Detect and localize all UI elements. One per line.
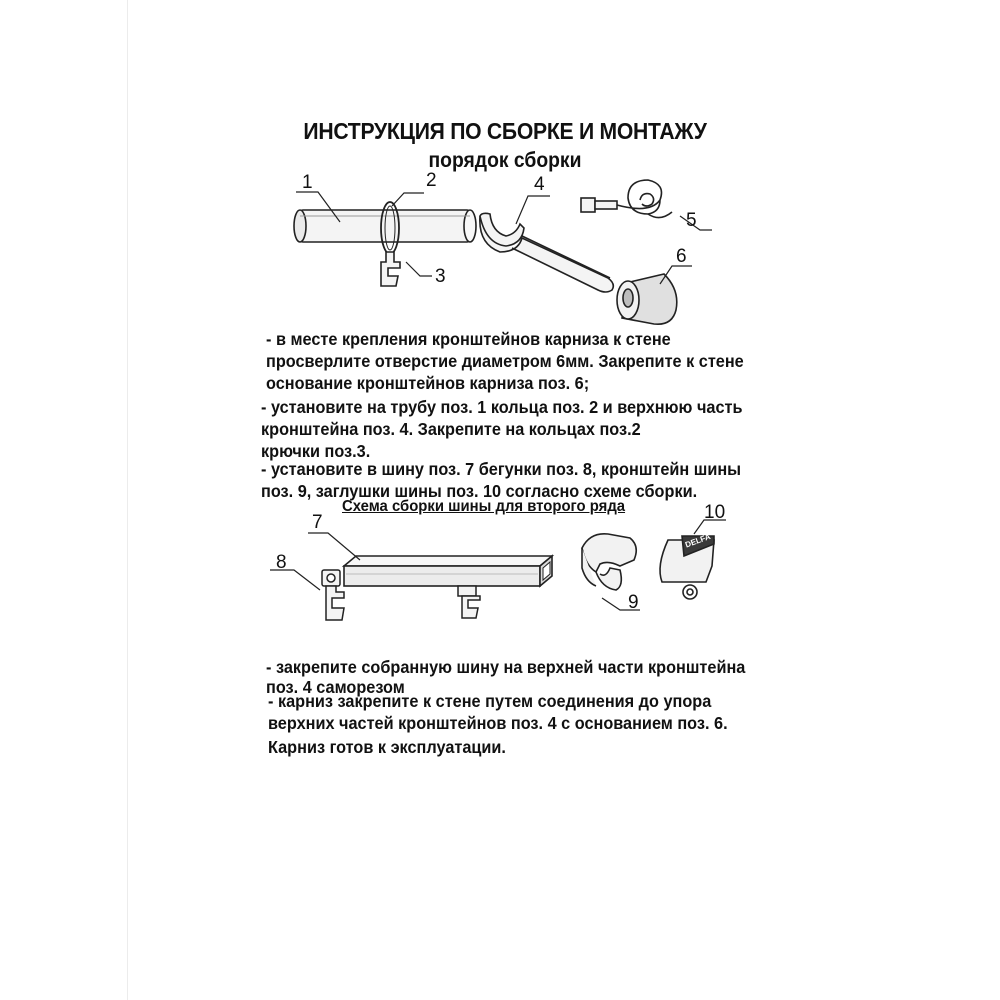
label-part-1: 1 [302,172,313,193]
part-runner-drawing [322,570,344,620]
step-1-line-1: - в месте крепления кронштейнов карниза к стене [266,329,671,349]
label-part-9: 9 [628,592,639,613]
step-4-line-1: - закрепите собранную шину на верхней части кронштейна [266,657,746,677]
part-rail-bracket-drawing [582,534,636,590]
step-3-line-2: поз. 9, заглушки шины поз. 10 согласно схеме сборки. [261,481,698,501]
scheme-title: Схема сборки шины для второго ряда [342,498,626,515]
step-5-line-1: - карниз закрепите к стене путем соединения до упора [268,691,712,711]
step-5-line-2: верхних частей кронштейнов поз. 4 с основанием поз. 6. [268,713,728,733]
step-1-line-3: основание кронштейнов карниза поз. 6; [266,373,590,393]
final-text [268,736,506,758]
step-4-line-2: поз. 4 саморезом [266,677,405,697]
step-3-line-1: - установите в шину поз. 7 бегунки поз. 8, кронштейн шины [261,459,742,479]
page-title: ИНСТРУКЦИЯ ПО СБОРКЕ И МОНТАЖУ [303,118,707,144]
step-2-line-2: кронштейна поз. 4. Закрепите на кольцах поз.2 [261,419,641,439]
part-rail-drawing [344,556,552,586]
page-subtitle: порядок сборки [428,149,582,172]
step-1-line-2: просверлите отверстие диаметром 6мм. Закрепите к стене [266,351,744,371]
step-2-line-3: крючки поз.3. [261,441,371,461]
label-part-10: 10 [704,502,726,523]
label-part-3: 3 [435,266,446,287]
part-runner-under-rail-drawing [458,586,480,618]
step-2-line-1: - установите на трубу поз. 1 кольца поз. 2 и верхнюю часть [261,397,743,417]
label-part-6: 6 [676,246,687,267]
final-line: Карниз готов к эксплуатации. [268,737,506,757]
brand-logo: DELFA [684,532,712,550]
step-5-text [268,690,728,734]
label-part-8: 8 [276,552,287,573]
label-part-2: 2 [426,170,437,191]
label-part-7: 7 [312,512,323,533]
label-part-4: 4 [534,174,545,195]
label-part-5: 5 [686,210,697,231]
